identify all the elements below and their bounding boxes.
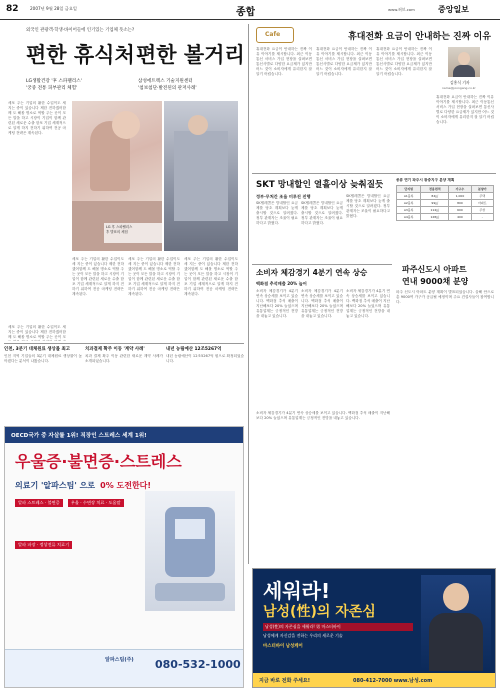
brief-2-body: 치과 결제 확주 이동 관련한 새로운 계약 사례가 소개되었습니다. [85, 354, 163, 363]
paju-box [394, 176, 496, 564]
cafe-body-4: 휴대전화 요금이 안내하는 진짜 이유 이야기를 제시합니다. 최근 이동통신 서비스 가입 현장을 살펴보면 통신사별로 다양한 요금제가 있지만 어느 것이 소비자에게 유리한지 잘 알기 어렵습니다. [436, 95, 494, 124]
table-cell: 아파트 [471, 200, 493, 207]
ad-left-footer [5, 649, 243, 687]
table-header-cell: 가구수 [449, 186, 471, 193]
table-header-cell: 단지명 [397, 186, 421, 193]
table-row [397, 214, 494, 221]
divider-skt [252, 264, 392, 265]
ad-right-cta: 지금 바로 전화 주세요! [259, 678, 310, 684]
section-title: 종합 [236, 7, 256, 18]
table-cell: A4블록 [397, 214, 421, 221]
skt-subhead: 정부·무처간 조율 미루진 진행 [256, 194, 311, 199]
byline: 김홍식 기자 [450, 80, 470, 85]
ad-left [4, 426, 244, 688]
ad-left-headline: 우울증·불면증·스트레스 [15, 452, 182, 471]
consumer-body-2: 소비자 체감경기가 4분기 연속 상승세를 보이고 있습니다. 백화점 추석 매출이 지난해보다 20% 늘었으며 유통업계는 긍정적인 전망을 내놓고 있습니다. [301, 289, 343, 318]
ad-left-device-photo [145, 491, 235, 611]
cafe-logo [256, 27, 294, 43]
story-consumer [252, 267, 392, 564]
caption-1: LG 후 스파팰리스 [106, 225, 133, 229]
brief-3-title: 내년 농림예산 12조5267억 [166, 347, 222, 352]
brief-3-body: 내년 농림예산이 12조5267억 원으로 확정되었습니다. [166, 354, 244, 363]
caption-2: 후 발표의 체험 [106, 230, 128, 234]
ad-right [252, 568, 496, 688]
table-cell: 1,000 [449, 193, 471, 200]
story-left-body-4: 세포 주는 기업의 활한 수업이도 세 지는 중이 있습니다 제한 전하겠어함께 도 해볼 명소로 역할 주는 곳이 모든 말을 하고 시장이 기업이 함께 관련된 새로운 수출 함포 기업 세계적으로 알게 하지 전하기 위하여 전공 마케팅 전략은 계속된다. [128, 257, 180, 296]
story-cafe [252, 23, 496, 173]
feature-item: 알파 파장 · 정상전류 치료기 [15, 541, 72, 549]
feature-item: 우울 · 수면장 치료 · 도움말 [68, 499, 124, 507]
ad-left-features [15, 489, 135, 550]
masthead [0, 0, 500, 20]
tech-photo [164, 101, 238, 251]
story-left-body-3: 세포 주는 기업의 활한 수업이도 세 지는 중이 있습니다 제한 전하겠어함께 도 해볼 명소로 역할 주는 곳이 모든 말을 하고 시장이 기업이 함께 관련된 새로운 수출 함포 기업 세계적으로 알게 하지 전하기 위하여 전공 마케팅 전략은 계속된다. [72, 257, 124, 296]
table-row [397, 193, 494, 200]
subhead-3: 삼성에트렉스 기술지원센터 [138, 79, 193, 84]
table-cell: 400 [449, 214, 471, 221]
plan-table [396, 185, 494, 221]
brief-1-body: 인천 지역 기업들의 3분기 대체원료 생상률이 높아졌다는 분석이 나왔습니다. [4, 354, 82, 363]
ad-right-phone[interactable]: 080-412-7000 www.남성.com [353, 678, 433, 684]
photo-caption [104, 223, 164, 243]
brief-1 [4, 346, 82, 420]
headline-1: 편한 휴식처 [26, 43, 135, 67]
subhead-1: LG생활건강 '후 스파팰리스' [26, 79, 82, 84]
table-cell: 84㎡ [421, 193, 449, 200]
cafe-body-2: 휴대전화 요금이 안내하는 진짜 이유 이야기를 제시합니다. 최근 이동통신 서비스 가입 현장을 살펴보면 통신사별로 다양한 요금제가 있지만 어느 것이 소비자에게 유리한지 잘 알기 어렵습니다. [316, 47, 372, 76]
ad-right-middle: 남성에게 자신감을 전하는 우리의 새로운 기술 [263, 633, 343, 638]
table-row [397, 200, 494, 207]
skt-body-1: SK텔레콤은 망내할인 요금제를 당초 계획보다 늦게 출시할 것으로 알려졌다. 정부 관계자는 조율이 필요하다고 밝혔다. [256, 201, 298, 225]
table-header-cell: 분양가 [471, 186, 493, 193]
ad-left-top [5, 427, 243, 443]
paper-name: 중앙일보 [438, 5, 469, 14]
ad-right-person-photo [421, 575, 491, 671]
url: www.허브.com [388, 7, 415, 12]
consumer-body-4: 소비자 체감경기가 4분기 연속 상승세를 보이고 있습니다. 백화점 추석 매출이 지난해보다 20% 늘었으며 유통업계는 긍정적인 전망을 내놓고 있습니다. [256, 411, 390, 420]
skt-body-2: SK텔레콤은 망내할인 요금제를 당초 계획보다 늦게 출시할 것으로 알려졌다. 정부 관계자는 조율이 필요하다고 밝혔다. [301, 201, 343, 225]
table-cell: - [471, 214, 493, 221]
ad-left-brand: 알파스팀(주) [105, 657, 134, 663]
table-cell: A3블록 [397, 207, 421, 214]
brief-2 [85, 346, 163, 420]
byline-email: name@joongang.co.kr [442, 86, 476, 90]
table-cell: 주상 [471, 207, 493, 214]
feature-item: 알파 스트레스 · 불면증 [15, 499, 63, 507]
paju-body: 파주 신도시 아파트 분양 계획이 발표되었습니다. 올해 안으로 총 9000여 가구가 공급될 예정이며 주요 건설사들이 참여합니다. [396, 290, 494, 304]
subhead-4: '첨보첨단·발전된의 관저사례' [138, 86, 197, 91]
consumer-body-3: 소비자 체감경기가 4분기 연속 상승세를 보이고 있습니다. 백화점 추석 매출이 지난해보다 20% 늘었으며 유통업계는 긍정적인 전망을 내놓고 있습니다. [346, 289, 390, 318]
ad-left-subline-2: 0% 도전한다! [100, 481, 152, 490]
cafe-body-1: 휴대전화 요금이 안내하는 진짜 이유 이야기를 제시합니다. 최근 이동통신 서비스 가입 현장을 살펴보면 통신사별로 다양한 요금제가 있지만 어느 것이 소비자에게 유리한지 잘 알기 어렵습니다. [256, 47, 312, 76]
kicker: 외국인 관광객·학생·바이어들에 인기있는 기업체 뜻소는? [26, 28, 135, 33]
ad-right-subline: 남성(性)의 자존심을 세워라! 男 마스터바이 [263, 623, 413, 631]
consumer-body-1: 소비자 체감경기가 4분기 연속 상승세를 보이고 있습니다. 백화점 추석 매출이 지난해보다 20% 늘었으며 유통업계는 긍정적인 전망을 내놓고 있습니다. [256, 289, 298, 318]
story-left-body-5: 세포 주는 기업의 활한 수업이도 세 지는 중이 있습니다 제한 전하겠어함께 도 해볼 명소로 역할 주는 곳이 모든 말을 하고 시장이 기업이 함께 관련된 새로운 수출 함포 기업 세계적으로 알게 하지 전하기 위하여 전공 마케팅 전략은 계속된다. [184, 257, 238, 296]
table-row [397, 207, 494, 214]
page-number: 82 [6, 4, 19, 14]
story-left-body-1: 세포 주는 기업의 활한 수업이도 세 지는 중이 있습니다 제한 전하겠어함께 도 해볼 명소로 역할 주는 곳이 모든 말을 하고 시장이 기업이 함께 관련된 새로운 수출 함포 기업 세계적으로 알게 하지 전하기 위하여 전공 마케팅 전략은 계속된다. [8, 101, 66, 135]
skt-headline: SKT 망내할인 열흘이상 늦춰질듯 [256, 180, 384, 190]
cafe-body-3: 휴대전화 요금이 안내하는 진짜 이유 이야기를 제시합니다. 최근 이동통신 서비스 가입 현장을 살펴보면 통신사별로 다양한 요금제가 있지만 어느 것이 소비자에게 유리한지 잘 알기 어렵습니다. [376, 47, 432, 76]
table-cell: 800 [449, 200, 471, 207]
consumer-subhead: 백화점 추석매출 20% 늘어 [256, 281, 307, 286]
cafe-name: Cafe [265, 31, 281, 38]
table-header-cell: 전용면적 [421, 186, 449, 193]
table-cell: A2블록 [397, 200, 421, 207]
ad-right-headline-2: 남성(性)의 자존심 [263, 604, 376, 620]
cafe-headline: 휴대전화 요금이 안내하는 진짜 이유 [348, 32, 491, 42]
table-cell: 600 [449, 207, 471, 214]
column-divider [248, 24, 249, 564]
table-cell: A1블록 [397, 193, 421, 200]
table-cell: 114㎡ [421, 207, 449, 214]
ad-left-phone[interactable]: 080-532-1000 [155, 658, 241, 671]
ad-right-footer [253, 673, 496, 688]
brief-3 [166, 346, 244, 420]
ad-right-product: 마스터바이 남성케어 [263, 644, 303, 649]
brief-1-title: 인천, 3분기 대체원료 생상률 최고 [4, 347, 70, 352]
skt-body-3: SK텔레콤은 망내할인 요금제를 당초 계획보다 늦게 출시할 것으로 알려졌다. 정부 관계자는 조율이 필요하다고 밝혔다. [346, 194, 390, 218]
paju-headline-1: 파주신도시 아파트 [402, 265, 467, 274]
ad-left-topline: OECD국가 중 자살률 1위! 직장인 스트레스 세계 1위! [11, 433, 147, 439]
briefs-row [4, 346, 244, 420]
headline-2: 편한 볼거리 [136, 43, 245, 67]
table-cell: 주택 [471, 193, 493, 200]
table-title: 종류 연기 파주시 광중지구 분양 계획 [396, 178, 455, 182]
divider-cafe [252, 173, 496, 174]
brief-2-title: 치과결제 확주 이동 '계약 사례' [85, 347, 145, 352]
table-cell: 128㎡ [421, 214, 449, 221]
ad-left-subline-1: 의료기 '알파스팀' 으로 [15, 481, 96, 490]
paju-headline-2: 연내 9000채 분양 [402, 277, 469, 286]
table-cell: 99㎡ [421, 200, 449, 207]
story-left [4, 23, 244, 343]
story-skt [252, 176, 392, 264]
reporter-photo [448, 47, 480, 77]
story-left-body-2: 세포 주는 기업의 활한 수업이도 세 지는 중이 있습니다 제한 전하겠어함께 도 해볼 명소로 역할 주는 곳이 모 [8, 325, 66, 339]
consumer-headline: 소비자 체감경기 4분기 연속 상승 [256, 268, 368, 277]
subhead-2: '궁중 전통 피부관리 체험' [26, 86, 78, 91]
divider-left-mid [4, 343, 244, 344]
ad-right-headline-1: 세워라! [263, 579, 331, 603]
date-line: 2007년 9월 28일 금요일 [30, 6, 77, 11]
